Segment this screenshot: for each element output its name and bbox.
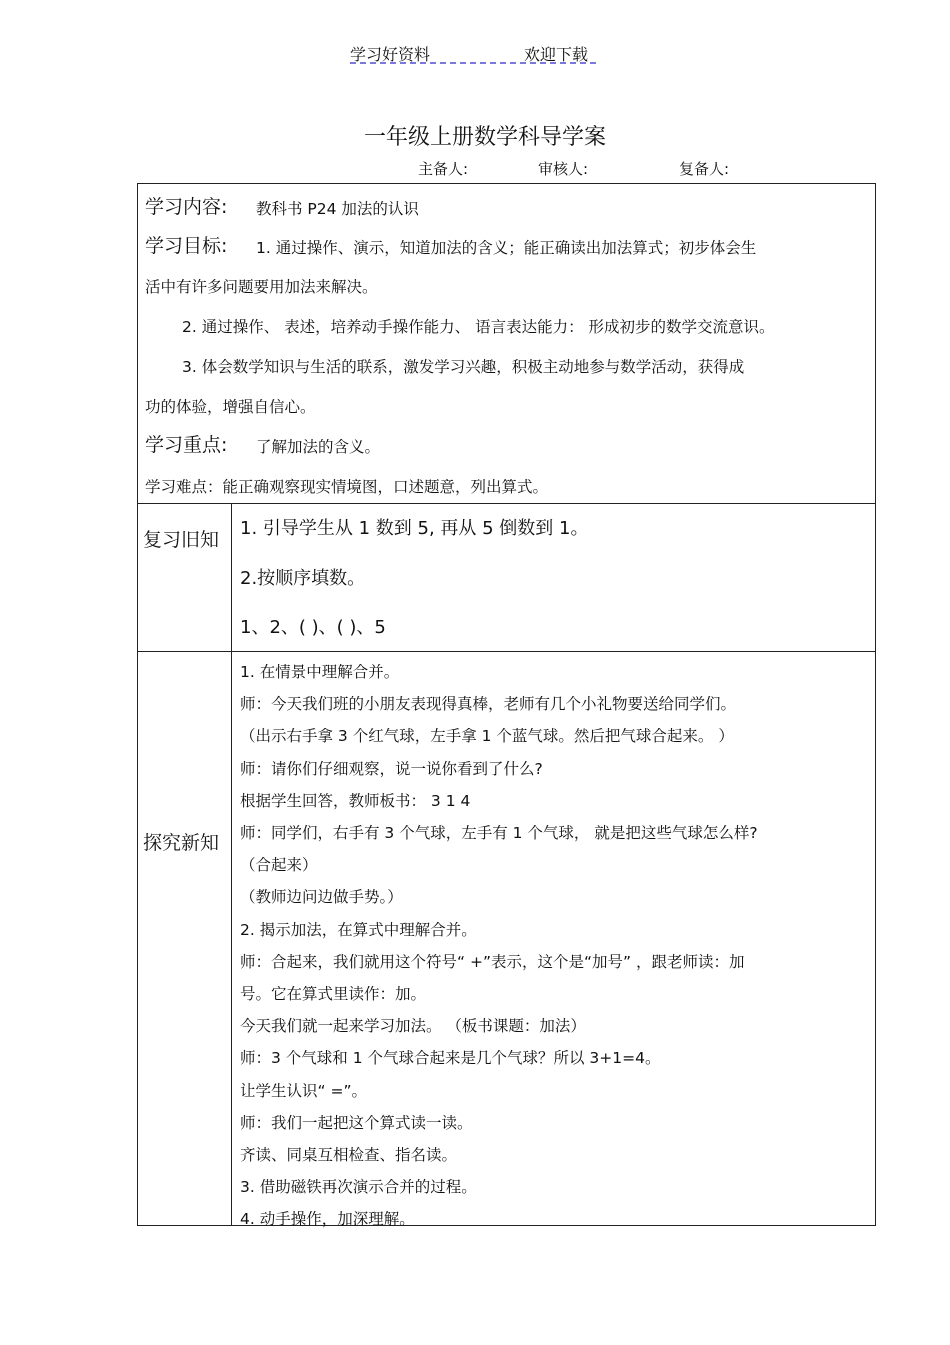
meta-backup: 复备人: [679, 160, 730, 178]
meta-reviewer: 审核人: [538, 160, 589, 178]
header-right-text: 欢迎下载 [524, 45, 589, 64]
content-label: 学习内容: [145, 196, 228, 218]
explore-line: 师：同学们，右手有 3 个气球，左手有 1 个气球， 就是把这些气球怎么样? [240, 824, 758, 842]
explore-line: （合起来） [240, 856, 318, 875]
goal-3-line-1: 3. 体会数学知识与生活的联系，激发学习兴趣，积极主动地参与数学活动，获得成 [182, 358, 745, 376]
column-divider [231, 504, 232, 1226]
explore-line: 号。它在算式里读作：加。 [240, 985, 427, 1003]
goal-1-line-2: 活中有许多问题要用加法来解决。 [145, 278, 378, 296]
explore-label: 探究新知 [143, 832, 220, 854]
explore-line: 根据学生回答，教师板书： 3 1 4 [240, 791, 471, 810]
review-label: 复习旧知 [143, 529, 220, 551]
row-divider-review [137, 651, 876, 652]
explore-line: 3. 借助磁铁再次演示合并的过程。 [240, 1178, 477, 1197]
header-divider [350, 62, 596, 64]
explore-line: （出示右手拿 3 个红气球，左手拿 1 个蓝气球。然后把气球合起来。 ） [240, 727, 734, 746]
review-line-2: 2.按顺序填数。 [240, 568, 366, 589]
content-value: 教科书 P24 加法的认识 [256, 200, 419, 218]
explore-line: 今天我们就一起来学习加法。 （板书课题：加法） [240, 1017, 586, 1036]
difficulty-text: 学习难点：能正确观察现实情境图，口述题意，列出算式。 [145, 478, 549, 496]
table-right-border [875, 504, 876, 1226]
meta-chief: 主备人: [418, 160, 469, 178]
document-title: 一年级上册数学科导学案 [363, 125, 606, 150]
explore-line: 师：我们一起把这个算式读一读。 [240, 1113, 473, 1132]
explore-line: 让学生认识“ =”。 [240, 1081, 367, 1100]
goal-3-line-2: 功的体验，增强自信心。 [145, 398, 316, 416]
header-left-text: 学习好资料 [350, 45, 431, 64]
explore-line: 2. 揭示加法，在算式中理解合并。 [240, 920, 477, 939]
info-box [137, 183, 876, 504]
review-line-1: 1. 引导学生从 1 数到 5, 再从 5 倒数到 1。 [240, 518, 589, 539]
explore-line: 师：今天我们班的小朋友表现得真棒，老师有几个小礼物要送给同学们。 [240, 695, 737, 714]
key-point-value: 了解加法的含义。 [256, 438, 381, 456]
explore-line: 齐读、同桌互相检查、指名读。 [240, 1146, 458, 1164]
explore-line: 师：请你们仔细观察，说一说你看到了什么? [240, 759, 543, 778]
explore-line: 师：3 个气球和 1 个气球合起来是几个气球？所以 3+1=4。 [240, 1049, 661, 1068]
goal-2: 2. 通过操作、 表述，培养动手操作能力、 语言表达能力： 形成初步的数学交流意识。 [182, 318, 775, 336]
key-point-label: 学习重点: [145, 434, 228, 456]
goal-1-line-1: 1. 通过操作、演示，知道加法的含义；能正确读出加法算式；初步体会生 [256, 239, 757, 257]
table-left-border [137, 504, 138, 1226]
explore-line: 1. 在情景中理解合并。 [240, 663, 400, 681]
review-line-3: 1、2、( )、( )、5 [240, 617, 386, 638]
goal-label: 学习目标: [145, 235, 228, 257]
explore-line: 4. 动手操作，加深理解。 [240, 1210, 415, 1229]
explore-line: 师：合起来，我们就用这个符号“ +”表示，这个是“加号” ，跟老师读：加 [240, 952, 745, 971]
explore-line: （教师边问边做手势。） [240, 888, 403, 907]
